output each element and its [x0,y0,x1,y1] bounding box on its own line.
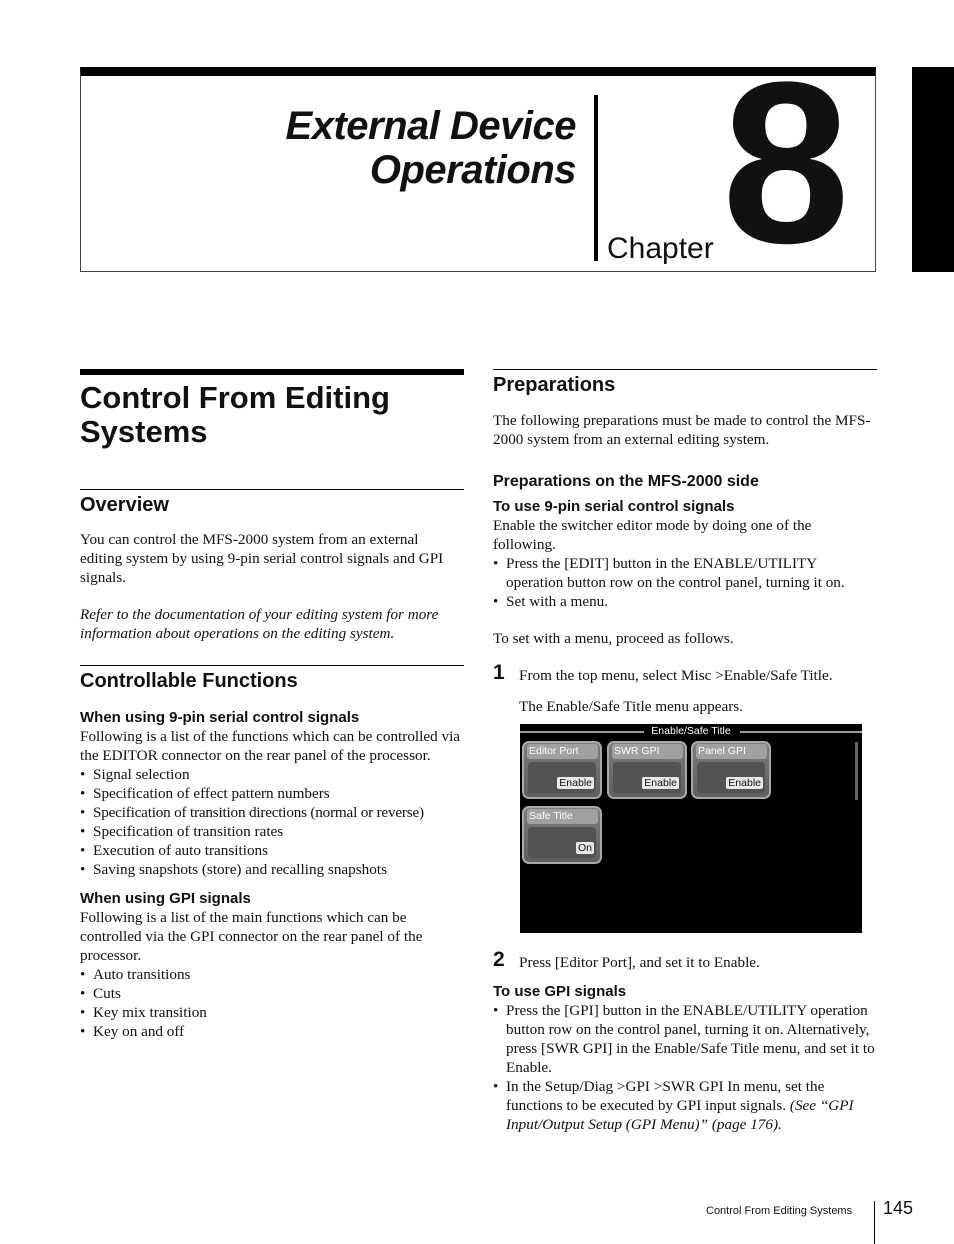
footer-section-label: Control From Editing Systems [706,1205,853,1217]
chapter-title [286,104,576,192]
gpi-heading: When using GPI signals [80,890,251,907]
list-item: • Set with a menu. [493,592,877,611]
list-item: • Signal selection [80,765,464,784]
menu-screenshot [520,724,862,933]
list-item: • Execution of auto transitions [80,841,464,860]
button-value: Enable [559,777,592,789]
safe-title-button[interactable] [522,806,602,864]
preparations-rule [493,369,877,370]
step-2-text: Press [Editor Port], and set it to Enable. [519,954,760,971]
overview-note: Refer to the documentation of your editing system for more information about operations on the editing system. [80,606,439,642]
right-column [493,369,877,1134]
menu-title: Enable/Safe Title [651,725,731,737]
page-number: 145 [883,1198,914,1218]
footer-divider [874,1201,875,1244]
serial-heading-right: To use 9-pin serial control signals [493,498,735,515]
menu-para: To set with a menu, proceed as follows. [493,630,734,647]
serial-heading: When using 9-pin serial control signals [80,709,360,726]
left-column [80,369,464,1041]
list-item: • Specification of effect pattern numbers [80,784,464,803]
overview-para: You can control the MFS-2000 system from an external editing system by using 9-pin serial control signals and GPI signals. [80,531,444,586]
section-title: Control From Editing Systems [80,380,390,449]
button-label: Panel GPI [696,744,767,759]
list-item: • Press the [EDIT] button in the ENABLE/UTILITY operation button row on the control panel, turning it on. [493,554,877,592]
list-item: • Specification of transition directions (normal or reverse) [80,803,464,822]
chapter-divider [594,95,598,261]
step-1-number: 1 [493,661,505,684]
serial-list [80,765,464,879]
chapter-title-line2: Operations [369,148,576,192]
menu-scrollbar[interactable] [855,742,858,800]
serial-list-right [493,554,877,611]
gpi-heading-right: To use GPI signals [493,983,627,1000]
panel-gpi-button[interactable] [691,741,771,799]
chapter-side-tab [912,67,954,272]
serial-para: Following is a list of the functions which can be controlled via the EDITOR connector on the rear panel of the processor. [80,728,461,764]
step-1 [493,661,877,716]
chapter-word: Chapter [607,232,714,265]
gpi-para: Following is a list of the main functions which can be controlled via the GPI connector on the rear panel of the processor. [80,909,423,964]
gpi-item2-text: In the Setup/Diag >GPI >SWR GPI In menu, set the functions to be executed by GPI input signals. [506,1078,825,1114]
gpi-list-right [493,1001,877,1134]
chapter-number: 8 [722,34,844,291]
button-label: SWR GPI [612,744,683,759]
serial-para-right: Enable the switcher editor mode by doing one of the following. [493,517,812,553]
step-1-text: From the top menu, select Misc >Enable/Safe Title. [519,667,833,684]
list-item: • Key on and off [80,1022,464,1041]
gpi-item2-reference: (See “GPI Input/Output Setup (GPI Menu)” (page 176). [506,1097,854,1133]
list-item: • Cuts [80,984,464,1003]
overview-rule [80,489,464,490]
section-rule [80,369,464,375]
chapter-title-line1: External Device [285,104,576,148]
preparations-intro: The following preparations must be made to control the MFS-2000 system from an external editing system. [493,412,871,448]
overview-heading: Overview [80,494,169,516]
button-label: Safe Title [527,809,598,824]
controllable-rule [80,665,464,666]
step-2 [493,948,877,972]
mfs-side-heading: Preparations on the MFS-2000 side [493,473,759,490]
controllable-heading: Controllable Functions [80,670,298,692]
preparations-heading: Preparations [493,374,616,396]
list-item: • Press the [GPI] button in the ENABLE/UTILITY operation button row on the control panel, turning it on. Alternatively, press [SWR GPI] in the Enable/Safe Title menu, and set it to Enable. [493,1001,877,1077]
list-item: • Key mix transition [80,1003,464,1022]
editor-port-button[interactable] [522,741,602,799]
step-1-result: The Enable/Safe Title menu appears. [519,698,743,715]
list-item: • Auto transitions [80,965,464,984]
list-item [493,1077,877,1134]
button-value: On [577,842,592,854]
swr-gpi-button[interactable] [607,741,687,799]
gpi-list [80,965,464,1041]
button-value: Enable [644,777,677,789]
button-label: Editor Port [527,744,598,759]
button-value: Enable [728,777,761,789]
step-2-number: 2 [493,948,505,971]
list-item: • Saving snapshots (store) and recalling snapshots [80,860,464,879]
list-item: • Specification of transition rates [80,822,464,841]
